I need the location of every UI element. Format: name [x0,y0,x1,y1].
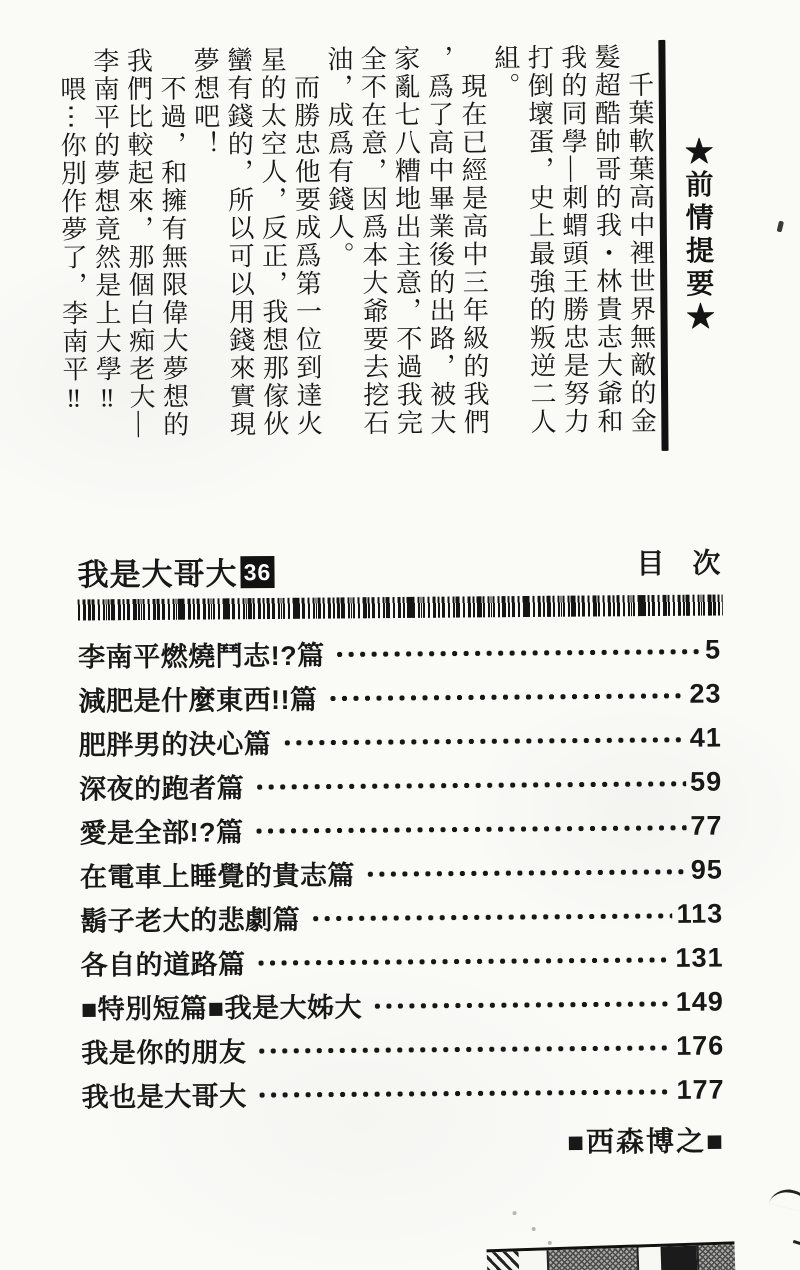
toc-entry-page: 177 [676,1073,725,1105]
toc-entry [79,803,722,852]
panel-stripe-pattern [487,1251,520,1270]
recap-divider-rule [658,40,668,451]
toc-heading: 目 次 [636,547,721,580]
dot-leader [256,1070,672,1117]
toc-entry-title: 深夜的跑者篇 [79,772,245,805]
scan-speck [777,221,784,233]
toc-entry-title: 各自的道路篇 [80,948,246,981]
toc-entry [79,715,722,764]
recap-heading: ★前情提要★ [682,136,715,335]
toc-header [77,543,720,594]
toc-entry [81,1023,724,1072]
toc-entry-page: 131 [675,941,724,973]
toc-entry-page: 59 [689,765,723,797]
corner-artwork-panel [487,1241,736,1270]
toc-entry-list [78,627,725,1116]
toc-entry-title: 李南平燃燒鬥志!?篇 [78,640,325,673]
dot-leader [372,982,672,1028]
panel-blank-area [519,1250,548,1270]
scan-speck [513,1211,517,1215]
toc-entry [78,627,721,676]
dot-leader [327,674,685,721]
toc-entry-page: 95 [690,853,723,885]
toc-entry-page: 5 [704,633,722,665]
toc-entry [80,935,723,984]
recap-text-block [53,43,658,453]
recap-paragraph: 千葉軟葉高中裡世界無敵的金髮超酷帥哥的我・林貴志大爺和我的同學—刺蝟頭王勝忠是努力打倒壞蛋，史上最強的叛逆二人組。 [490,43,657,436]
volume-badge: 36 [240,556,274,588]
toc-entry [80,847,723,896]
toc-entry [80,891,723,940]
toc-entry [78,671,721,720]
dot-leader [310,894,673,941]
toc-entry-title: ■特別短篇■我是大姊大 [80,991,363,1025]
dot-leader [281,718,686,765]
edge-artwork-line [769,1185,800,1213]
toc-entry-title: 我是你的朋友 [81,1036,247,1069]
toc-entry-title: 愛是全部!?篇 [79,816,244,849]
dot-leader [254,762,686,809]
author-credit: ■西森博之■ [567,1125,726,1158]
series-title: 我是大哥大 [77,556,238,593]
toc-entry-title: 在電車上睡覺的貴志篇 [79,859,356,893]
toc-entry-title: 減肥是什麼東西!!篇 [78,684,318,717]
toc-entry-page: 41 [689,721,722,753]
toc-entry-page: 176 [676,1029,725,1061]
toc-entry-title: 肥胖男的決心篇 [78,728,272,761]
toc-entry [79,759,722,808]
dot-leader [256,1026,672,1073]
edge-artwork-line [793,1240,800,1249]
toc-entry [81,979,724,1028]
panel-black-block [661,1246,698,1270]
recap-paragraph: 喂⋯你別作夢了，李南平‼ [56,75,89,415]
dot-leader [253,806,686,853]
toc-entry-title: 鬍子老大的悲劇篇 [80,904,301,937]
toc-entry-title: 我也是大哥大 [81,1080,247,1113]
series-title-line [77,548,274,595]
toc-entry [81,1067,724,1116]
recap-paragraph: 現在已經是高中三年級的我們，爲了高中畢業後的出路，被大家亂七八糟地出主意，不過我完全不在意，因爲本大爺要去挖石油，成爲有錢人。 [323,44,490,438]
panel-crosshatch-pattern [696,1244,735,1270]
toc-entry-page: 77 [690,809,723,841]
scan-speck [532,1227,536,1231]
dot-leader [334,630,701,677]
barcode-divider [78,594,723,620]
dot-leader [255,938,671,985]
panel-blank-area [639,1247,662,1270]
table-of-contents [77,543,725,1164]
scan-speck [548,1241,552,1245]
toc-entry-page: 113 [676,897,724,929]
toc-entry-page: 149 [675,985,725,1017]
panel-crosshatch-pattern [547,1247,640,1270]
recap-paragraph: 不過，和擁有無限偉大夢想的我們比較起來，那個白痴老大—李南平的夢想竟然是上大學‼ [89,46,189,440]
dot-leader [365,850,687,897]
recap-paragraph: 而勝忠他要成爲第一位到達火星的太空人，反正，我想那傢伙蠻有錢的，所以可以用錢來實現夢想吧！ [190,45,323,439]
toc-entry-page: 23 [689,677,722,709]
